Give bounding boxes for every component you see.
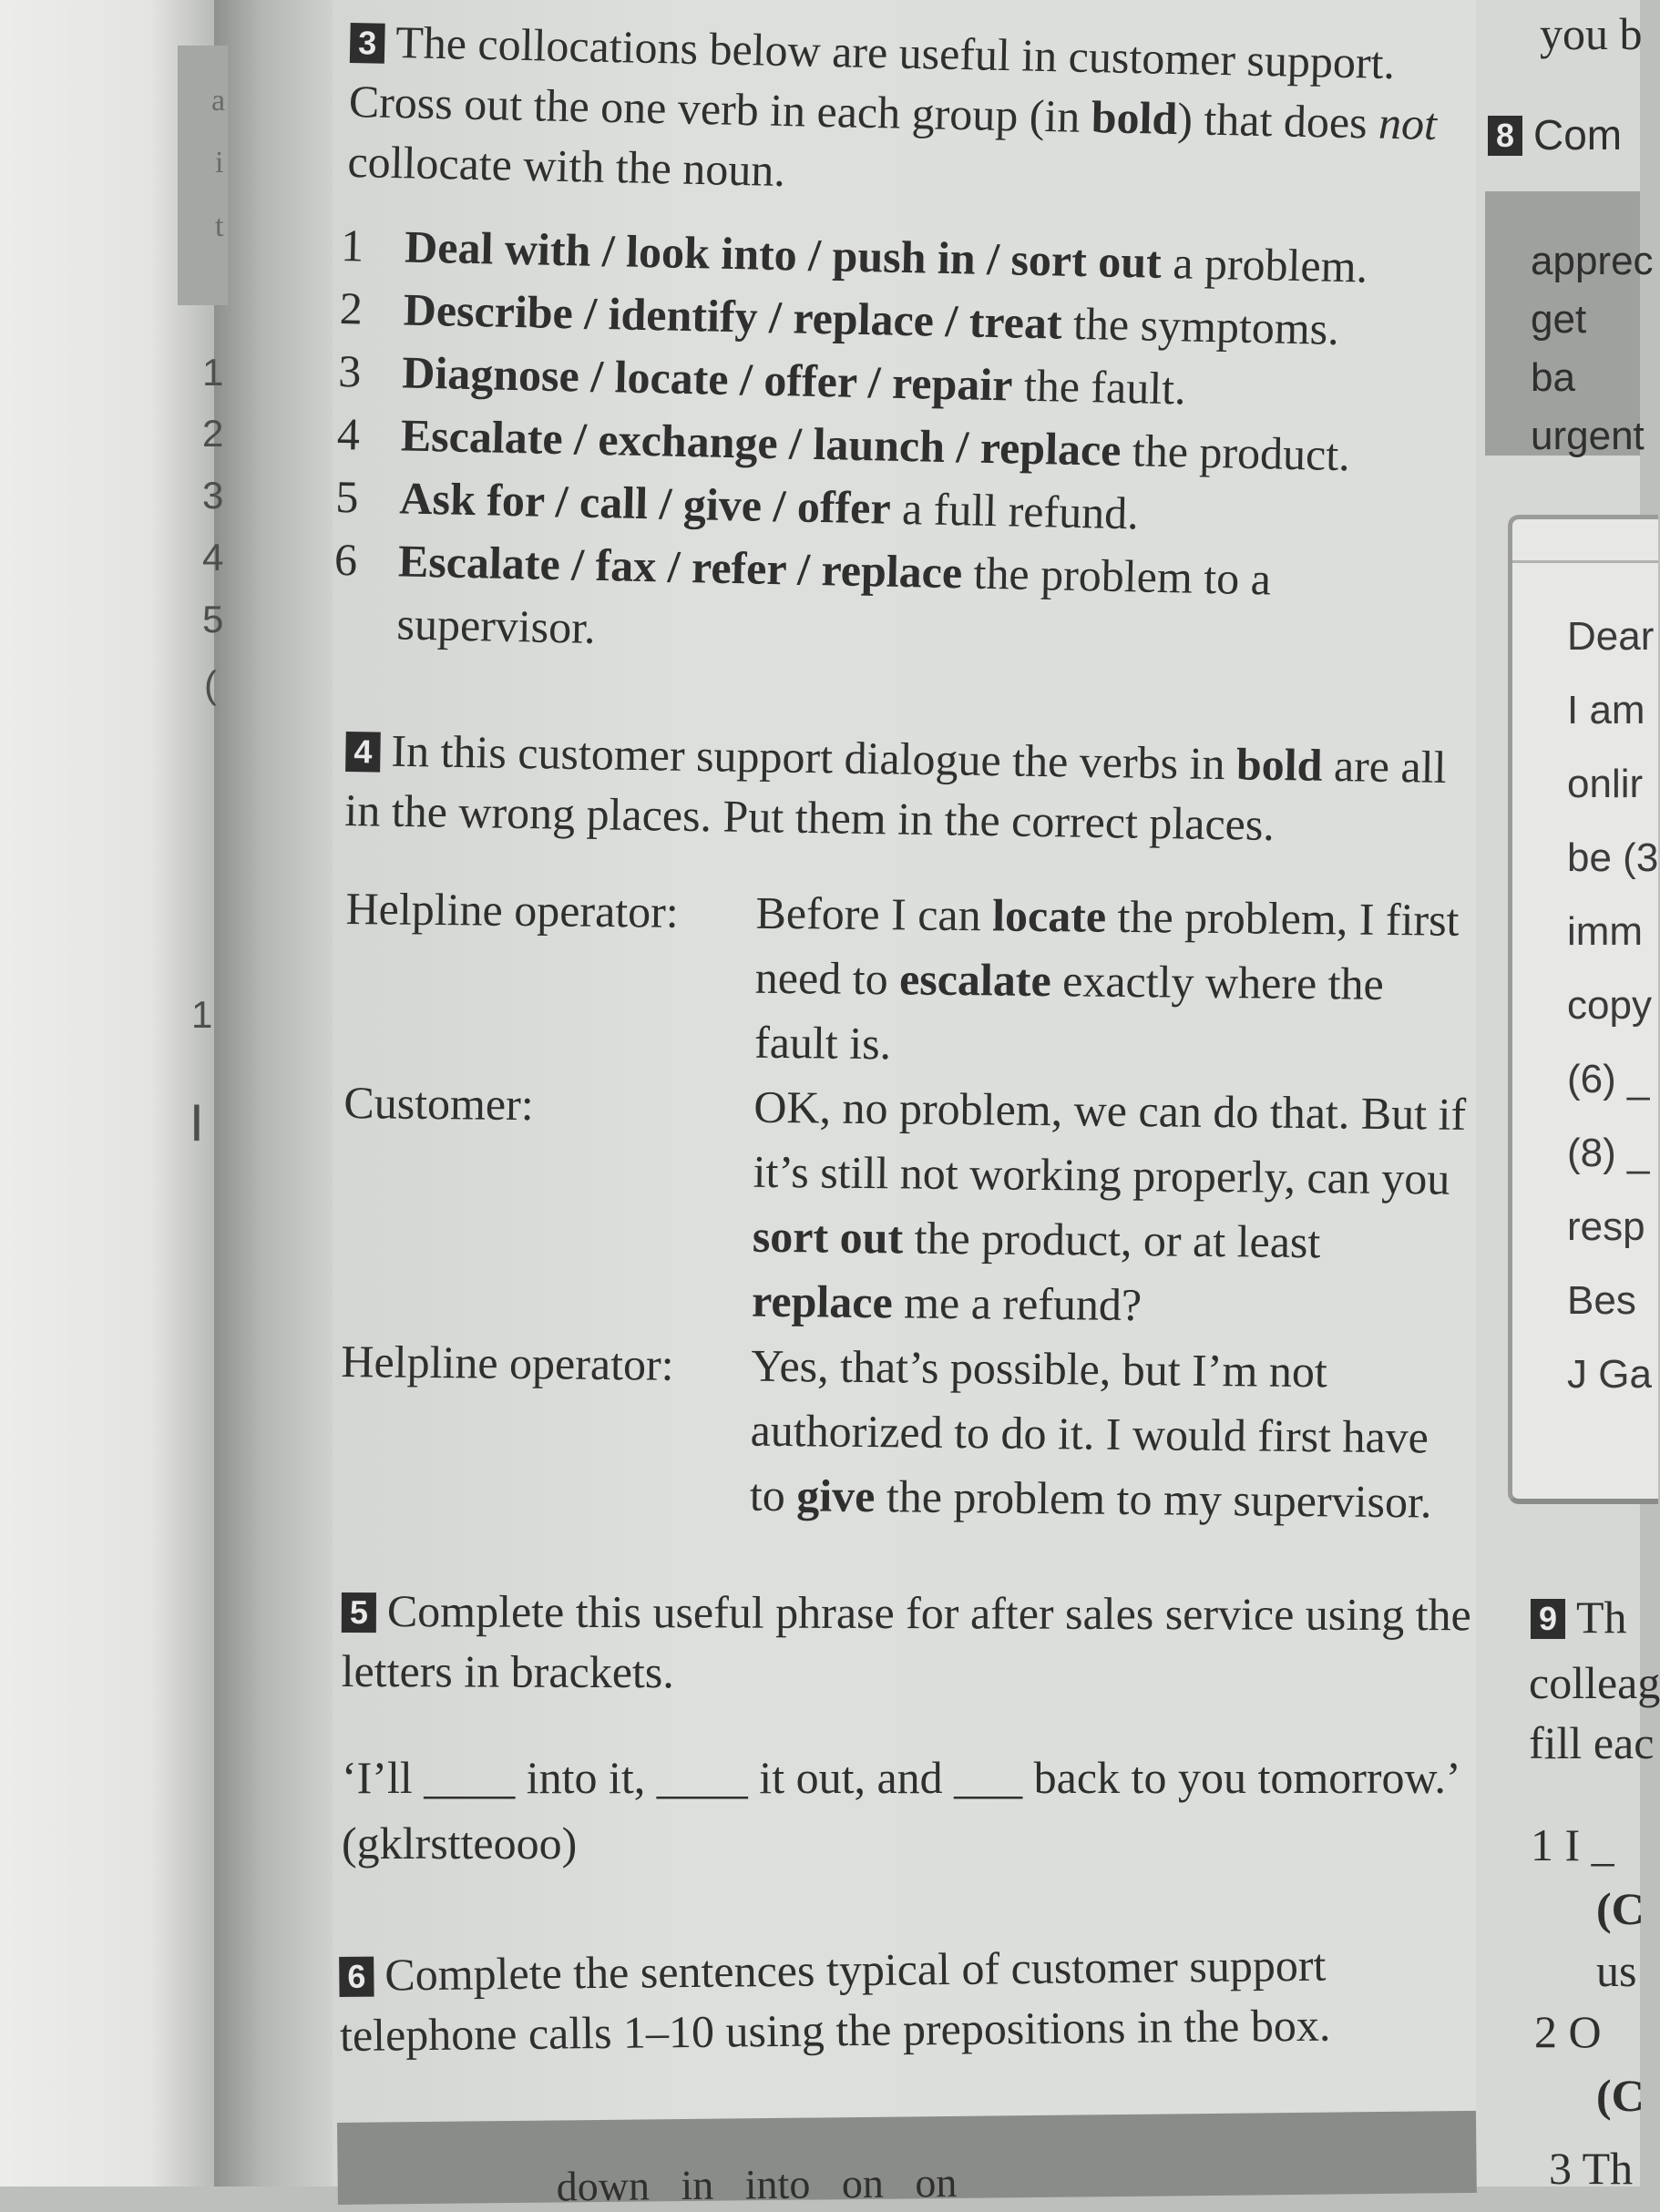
exercise-9-heading xyxy=(1531,1585,1627,1649)
instruction-text: In this customer support dialogue the verbs in xyxy=(391,724,1237,790)
letter-line: I am xyxy=(1567,688,1645,732)
instruction-text: ) that does xyxy=(1176,93,1379,148)
preposition-box xyxy=(337,2111,1477,2210)
bold-verb: escalate xyxy=(898,953,1052,1007)
left-page-number: 2 xyxy=(202,412,224,455)
speaker-label: Customer: xyxy=(343,1076,535,1131)
box-word: get ba xyxy=(1531,297,1587,400)
exercise-number-badge: 5 xyxy=(342,1592,376,1633)
text-part: Yes, that’s possible, but I’m not authorized to do it. I would first have to xyxy=(749,1339,1429,1521)
left-page-mark: | xyxy=(191,1098,202,1141)
item-verbs: Ask for / call / give / offer xyxy=(398,472,892,534)
letter-line: be (3 xyxy=(1567,835,1659,880)
item-verbs: Escalate / fax / refer / replace xyxy=(397,535,963,599)
ex9-item: 3 Th xyxy=(1549,2143,1634,2194)
letter-line: copy xyxy=(1567,983,1652,1028)
instruction-text: Complete this useful phrase for after sales service using the letters in brackets. xyxy=(341,1585,1471,1698)
item-number: 4 xyxy=(336,407,361,460)
letter-line: Bes xyxy=(1567,1278,1636,1323)
book-gutter xyxy=(214,0,333,2186)
bold-verb: give xyxy=(796,1470,876,1522)
right-page-text: colleag xyxy=(1529,1657,1660,1708)
letter-line: (6) _ xyxy=(1567,1057,1650,1101)
item-noun: the problem to a supervisor. xyxy=(396,547,1272,653)
exercise-4-instruction xyxy=(344,720,1476,857)
dialogue-text xyxy=(754,881,1476,1082)
left-page-number: ( xyxy=(204,663,217,706)
letter-box xyxy=(1508,515,1658,1504)
dialogue-turn xyxy=(344,876,1476,1082)
exercise-number-badge: 6 xyxy=(339,1957,374,1997)
item-verbs: Escalate / exchange / launch / replace xyxy=(400,409,1122,476)
letter-header xyxy=(1512,519,1658,563)
left-page-number: 1 xyxy=(202,351,224,394)
instruction-italic: not xyxy=(1378,97,1438,149)
item-noun: the symptoms. xyxy=(1061,297,1340,354)
instruction-text: Complete the sentences typical of customer support telephone calls 1–10 using the prepositions in the box. xyxy=(339,1939,1331,2061)
item-noun: a problem. xyxy=(1161,236,1368,292)
letter-line: (8) _ xyxy=(1567,1131,1650,1175)
item-number: 6 xyxy=(333,533,358,586)
item-verbs: Describe / identify / replace / treat xyxy=(403,283,1063,349)
instruction-text: collocate with the noun. xyxy=(346,135,786,197)
speaker-label: Helpline operator: xyxy=(345,882,680,937)
bold-verb: locate xyxy=(991,889,1107,942)
exercise-3-list xyxy=(333,214,1490,678)
text-part: the problem, I first need to xyxy=(754,890,1460,1005)
letter-line: resp xyxy=(1567,1204,1645,1249)
exercise-number-badge: 3 xyxy=(350,23,385,64)
dialogue-text xyxy=(752,1075,1474,1341)
ex9-item: 1 I _ xyxy=(1531,1819,1614,1870)
exercise-3-instruction xyxy=(347,11,1444,214)
item-noun: a full refund. xyxy=(890,482,1140,539)
ex9-item: (C xyxy=(1596,2070,1645,2121)
left-page-number: 1 xyxy=(191,993,213,1036)
exercise-5-instruction xyxy=(342,1581,1471,1705)
instruction-bold: bold xyxy=(1235,738,1323,791)
dialogue-turn xyxy=(340,1329,1471,1535)
preposition-words: down in into on on xyxy=(556,2158,958,2210)
item-noun: the product. xyxy=(1120,424,1351,481)
left-box-letter: i xyxy=(215,146,224,179)
right-page-text: fill eac xyxy=(1529,1717,1655,1768)
item-verbs: Diagnose / locate / offer / repair xyxy=(401,346,1014,411)
text-part: me a refund? xyxy=(892,1276,1143,1331)
instruction-text: are all in the wrong places. Put them in the correct places. xyxy=(344,739,1447,851)
dialogue xyxy=(340,876,1476,1535)
exercise-number-badge: 8 xyxy=(1488,116,1522,156)
left-page-number: 4 xyxy=(202,536,224,579)
exercise-8-heading xyxy=(1488,102,1622,167)
letter-line: onlir xyxy=(1567,762,1644,806)
item-number: 5 xyxy=(334,470,360,523)
text-part: exactly where the fault is. xyxy=(753,955,1385,1070)
right-page-text: you b xyxy=(1540,8,1643,59)
item-number: 3 xyxy=(337,344,362,397)
text-part: the problem to my supervisor. xyxy=(875,1470,1432,1528)
item-number: 1 xyxy=(340,219,364,271)
exercise-8-word-box xyxy=(1485,191,1654,458)
letter-line: Dear xyxy=(1567,614,1655,659)
left-box-letter: a xyxy=(211,84,226,118)
speaker-label: Helpline operator: xyxy=(341,1335,674,1390)
list-item xyxy=(333,528,1483,678)
instruction-text: The collocations below are useful in customer support. Cross out the one verb in each group (in xyxy=(348,16,1396,143)
item-number: 2 xyxy=(339,282,364,334)
ex9-item: us xyxy=(1596,1945,1637,1996)
dialogue-text xyxy=(750,1334,1471,1535)
left-page-number: 3 xyxy=(202,474,224,517)
left-box-letter: t xyxy=(215,210,224,243)
text-part: the product, or at least xyxy=(902,1212,1321,1268)
letter-line: J Ga xyxy=(1567,1352,1652,1397)
phrase-to-complete: ‘I’ll ____ into it, ____ it out, and ___ back to you tomorrow.’ (gklrstteooo) xyxy=(342,1752,1458,1869)
left-page xyxy=(0,0,214,2186)
item-verbs: Deal with / look into / push in / sort out xyxy=(404,220,1163,288)
dialogue-turn xyxy=(342,1070,1474,1341)
text-part: Before I can xyxy=(755,886,993,941)
box-word: urgent xyxy=(1531,414,1645,458)
exercise-number-badge: 4 xyxy=(345,732,381,773)
exercise-6-instruction xyxy=(339,1933,1470,2065)
item-noun: the fault. xyxy=(1011,359,1187,415)
instruction-text: Th xyxy=(1576,1592,1627,1643)
instruction-bold: bold xyxy=(1091,91,1178,145)
letter-line: imm xyxy=(1567,909,1644,954)
ex9-item: 2 O xyxy=(1534,2006,1602,2057)
instruction-text: Com xyxy=(1533,111,1623,159)
left-page-number: 5 xyxy=(202,598,224,640)
text-part: OK, no problem, we can do that. But if it’s still not working properly, can you xyxy=(753,1080,1467,1204)
bold-verb: sort out xyxy=(752,1210,904,1264)
bold-verb: replace xyxy=(751,1275,894,1328)
ex9-item: (C xyxy=(1596,1883,1645,1934)
exercise-number-badge: 9 xyxy=(1531,1599,1565,1639)
box-word: apprec xyxy=(1531,239,1654,283)
